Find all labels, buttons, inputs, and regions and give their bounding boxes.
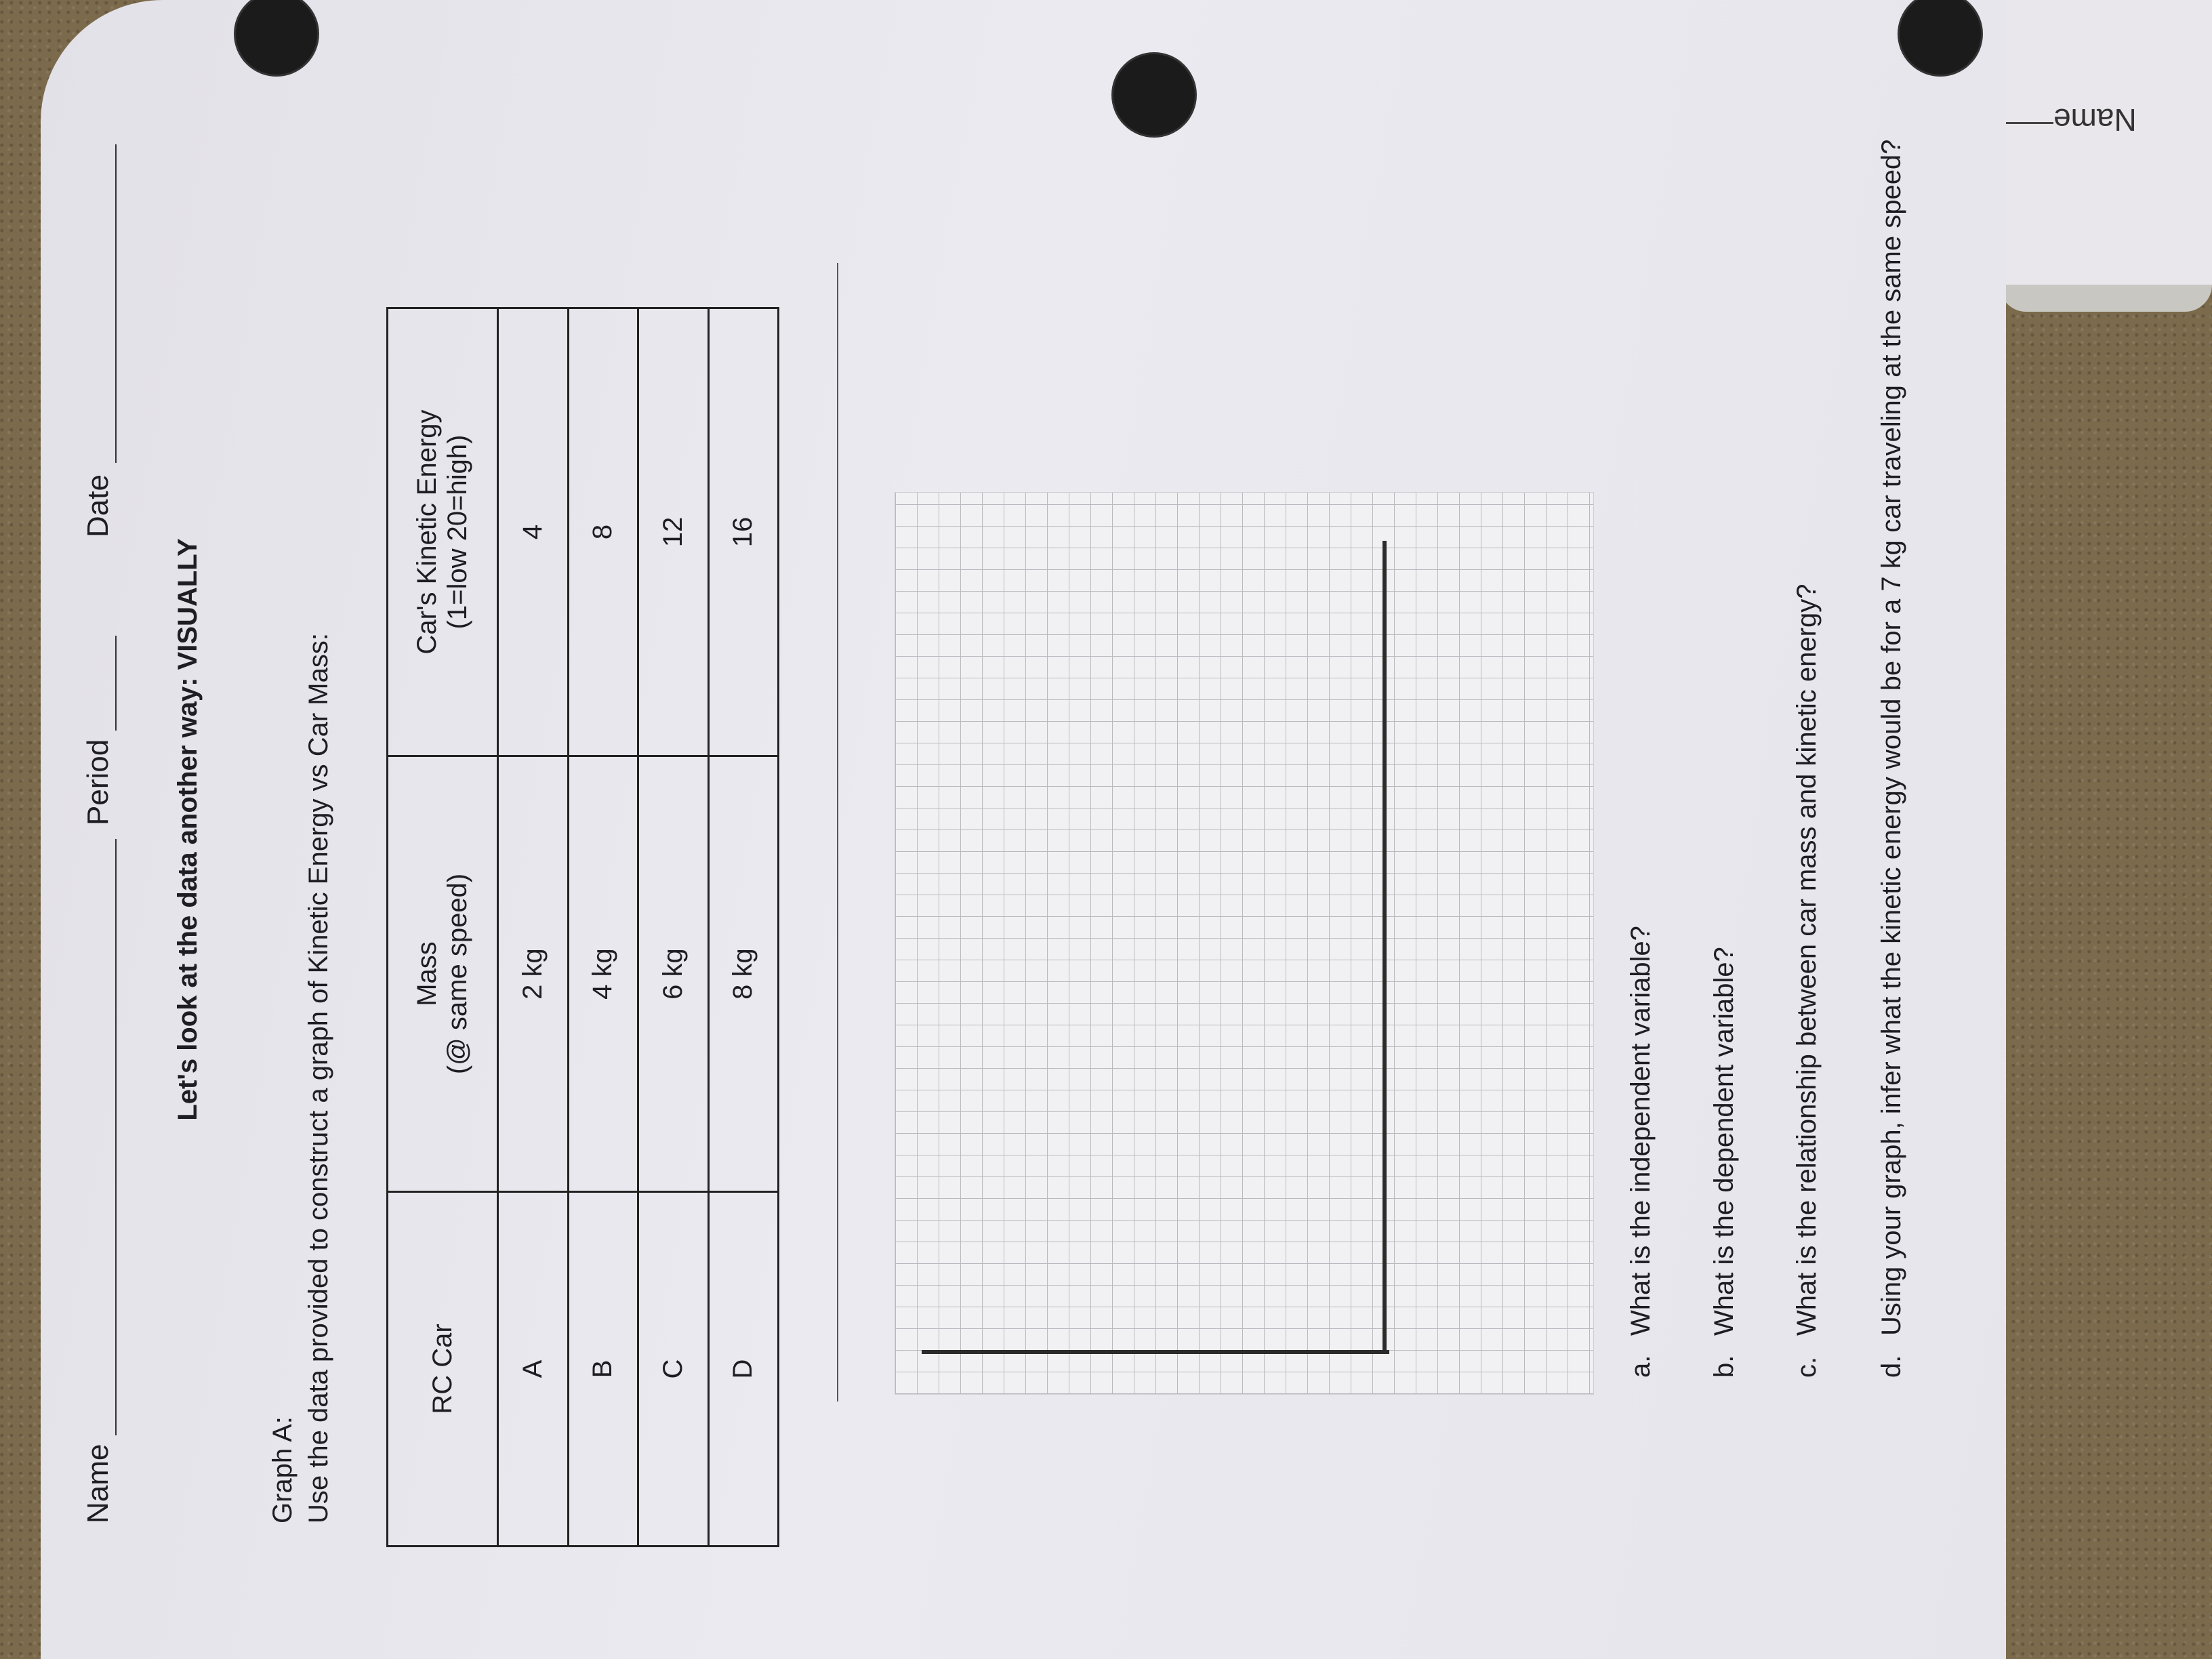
cell-energy: 16 <box>708 308 779 756</box>
page-title: Let's look at the data another way: VISUALLY <box>173 538 203 1121</box>
punch-hole <box>1111 52 1197 138</box>
cell-mass: 6 kg <box>638 756 709 1192</box>
data-table <box>386 307 779 1547</box>
punch-hole <box>234 0 319 77</box>
date-label: Date <box>81 474 115 537</box>
graph-paper-grid[interactable] <box>895 492 1594 1395</box>
cell-energy: 8 <box>568 308 638 756</box>
header-energy-line2: (1=low 20=high) <box>443 434 472 630</box>
name-label: Name <box>81 1443 115 1523</box>
background-sheet-name-label: Name <box>2053 102 2137 138</box>
divider-line <box>837 263 838 1401</box>
name-line[interactable] <box>115 839 117 1435</box>
question-label: a. <box>1626 1355 1656 1378</box>
cell-mass: 8 kg <box>708 756 779 1192</box>
table-row <box>498 308 569 1547</box>
table-row <box>568 308 638 1547</box>
question-a <box>1623 48 1658 1378</box>
graph-label: Graph A: <box>268 1416 298 1523</box>
header-mass <box>388 756 498 1192</box>
question-label: b. <box>1709 1355 1739 1378</box>
period-label: Period <box>81 739 115 825</box>
graph-instruction: Use the data provided to construct a graph of Kinetic Energy vs Car Mass: <box>304 633 333 1523</box>
question-b <box>1706 48 1742 1378</box>
cell-car: C <box>638 1192 709 1547</box>
header-mass-line1: Mass <box>412 941 442 1006</box>
punch-hole <box>1898 0 1983 77</box>
question-text: What is the relationship between car mass and kinetic energy? <box>1792 583 1822 1336</box>
graph-y-axis <box>922 1350 1389 1354</box>
question-label: d. <box>1877 1355 1906 1378</box>
question-text: Using your graph, infer what the kinetic energy would be for a 7 kg car traveling at the same speed? <box>1877 139 1906 1336</box>
period-line[interactable] <box>115 636 117 731</box>
question-label: c. <box>1792 1356 1822 1378</box>
question-c <box>1789 48 1824 1378</box>
cell-mass: 4 kg <box>568 756 638 1192</box>
cell-car: A <box>498 1192 569 1547</box>
table-header-row <box>388 308 498 1547</box>
cell-mass: 2 kg <box>498 756 569 1192</box>
header-mass-line2: (@ same speed) <box>443 873 472 1075</box>
date-line[interactable] <box>115 144 117 463</box>
table-row <box>708 308 779 1547</box>
header-kinetic-energy <box>388 308 498 756</box>
cell-energy: 4 <box>498 308 569 756</box>
graph-x-axis <box>1382 541 1387 1354</box>
question-d <box>1874 48 1909 1378</box>
cell-energy: 12 <box>638 308 709 756</box>
header-energy-line1: Car's Kinetic Energy <box>412 409 442 655</box>
header-rc-car: RC Car <box>388 1192 498 1547</box>
question-text: What is the dependent variable? <box>1709 947 1739 1336</box>
question-text: What is the independent variable? <box>1626 926 1656 1336</box>
cell-car: B <box>568 1192 638 1547</box>
table-row <box>638 308 709 1547</box>
cell-car: D <box>708 1192 779 1547</box>
